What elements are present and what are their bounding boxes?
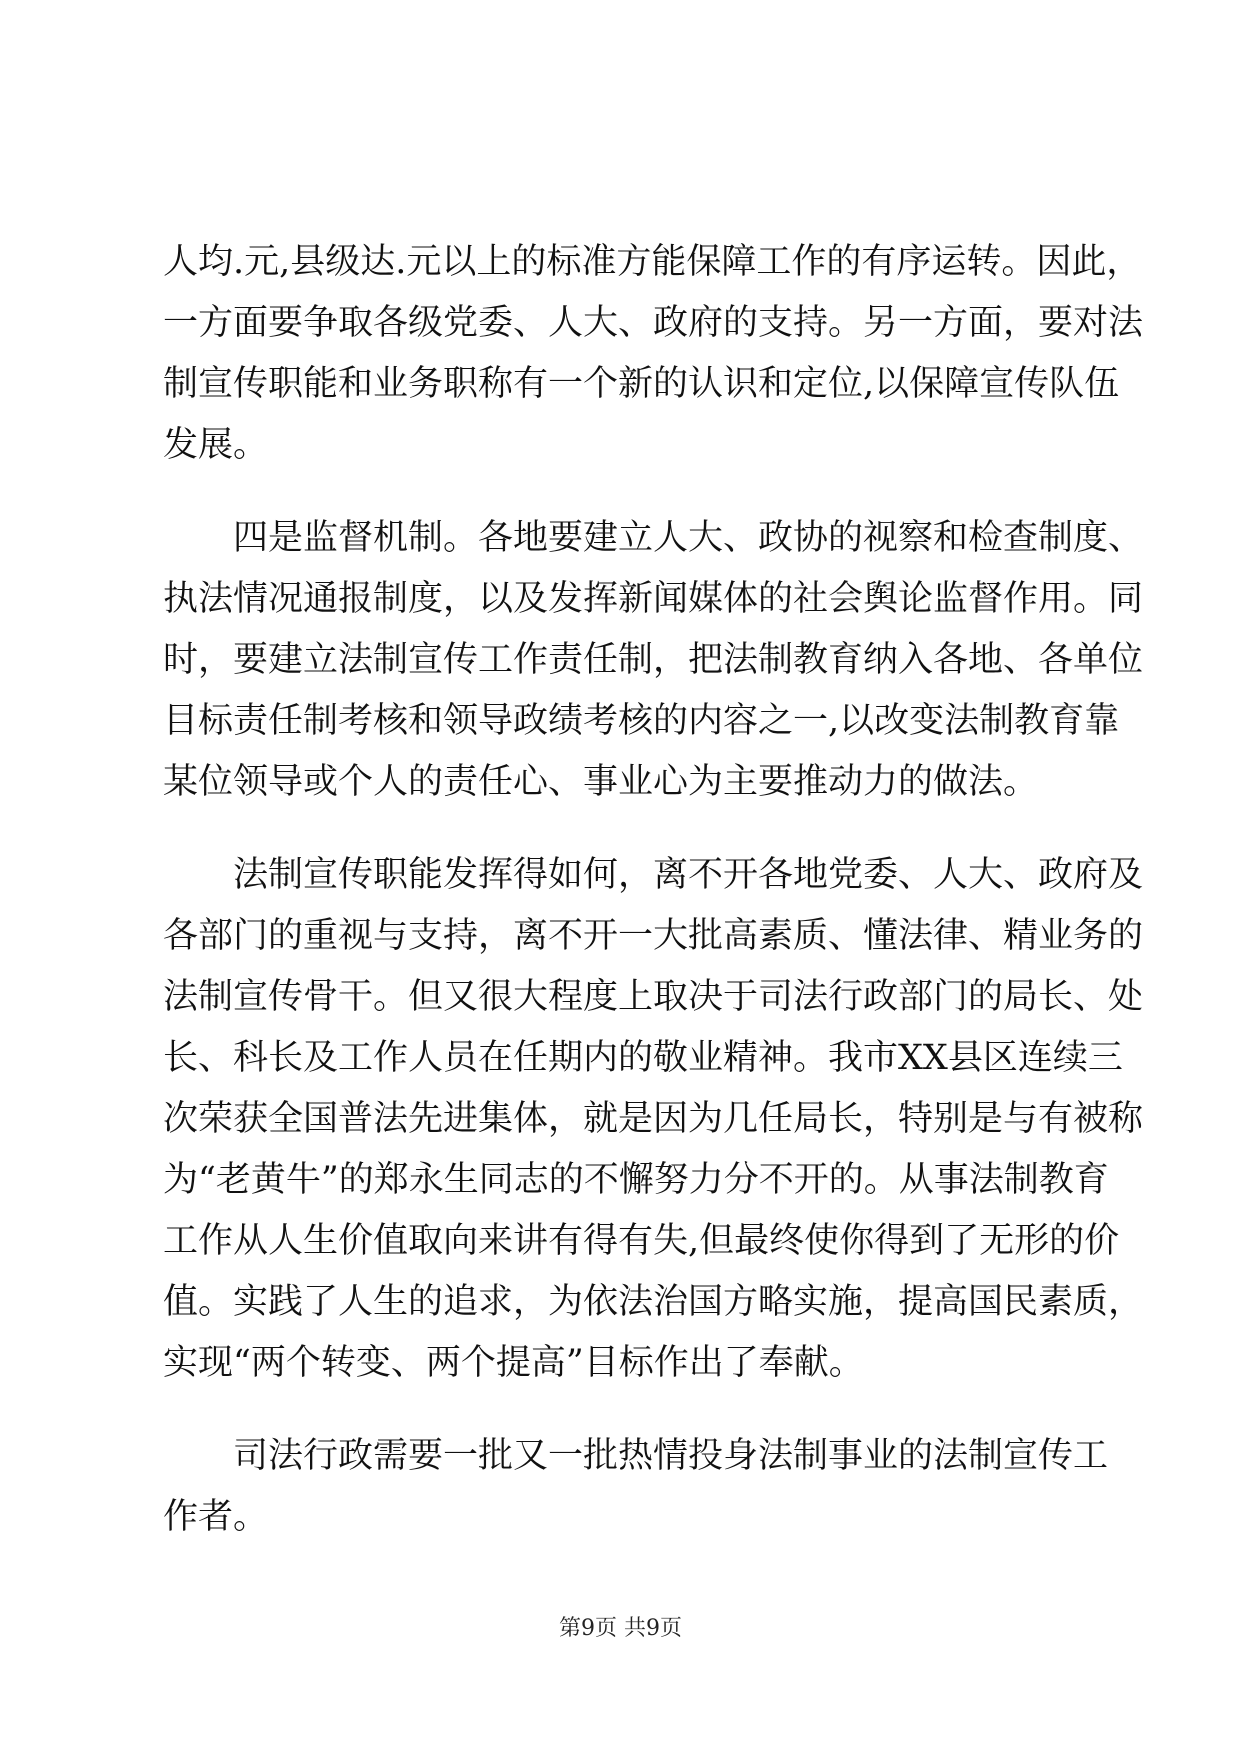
paragraph-4 [163, 1426, 1109, 1548]
text-line: 四是监督机制。各地要建立人大、政协的视察和检查制度、 [233, 518, 1144, 558]
text-line: 执法情况通报制度，以及发挥新闻媒体的社会舆论监督作用。同 [163, 579, 1144, 619]
text-line: 目标责任制考核和领导政绩考核的内容之一,以改变法制教育靠 [163, 701, 1120, 741]
text-line: 作者。 [163, 1497, 269, 1537]
document-body [163, 232, 1144, 1548]
text-line: 司法行政需要一批又一批热情投身法制事业的法制宣传工 [233, 1436, 1109, 1476]
text-line: 法制宣传职能发挥得如何，离不开各地党委、人大、政府及 [233, 855, 1144, 895]
text-line: 发展。 [163, 425, 269, 465]
text-line: 值。实践了人生的追求，为依法治国方略实施，提高国民素质， [163, 1282, 1144, 1322]
paragraph-2 [163, 508, 1144, 813]
text-line: 长、科长及工作人员在任期内的敬业精神。我市XX县区连续三 [163, 1038, 1123, 1078]
text-line: 工作从人生价值取向来讲有得有失,但最终使你得到了无形的价 [163, 1221, 1120, 1261]
text-line: 制宣传职能和业务职称有一个新的认识和定位,以保障宣传队伍 [163, 364, 1120, 404]
paragraph-1 [163, 232, 1144, 476]
paragraph-spacer [163, 476, 1083, 508]
text-line: 次荣获全国普法先进集体，就是因为几任局长，特别是与有被称 [163, 1099, 1144, 1139]
text-line: 为“老黄牛”的郑永生同志的不懈努力分不开的。从事法制教育 [163, 1160, 1109, 1200]
paragraph-spacer [163, 813, 1083, 845]
text-line: 实现“两个转变、两个提高”目标作出了奉献。 [163, 1343, 864, 1383]
text-line: 法制宣传骨干。但又很大程度上取决于司法行政部门的局长、处 [163, 977, 1144, 1017]
paragraph-3 [163, 845, 1144, 1394]
paragraph-spacer [163, 1394, 1083, 1426]
text-line: 时，要建立法制宣传工作责任制，把法制教育纳入各地、各单位 [163, 640, 1144, 680]
page-number-footer: 第9页 共9页 [559, 1616, 682, 1641]
text-line: 各部门的重视与支持，离不开一大批高素质、懂法律、精业务的 [163, 916, 1144, 956]
text-line: 一方面要争取各级党委、人大、政府的支持。另一方面，要对法 [163, 303, 1144, 343]
text-line: 某位领导或个人的责任心、事业心为主要推动力的做法。 [163, 762, 1039, 802]
text-line: 人均.元,县级达.元以上的标准方能保障工作的有序运转。因此， [163, 242, 1142, 282]
